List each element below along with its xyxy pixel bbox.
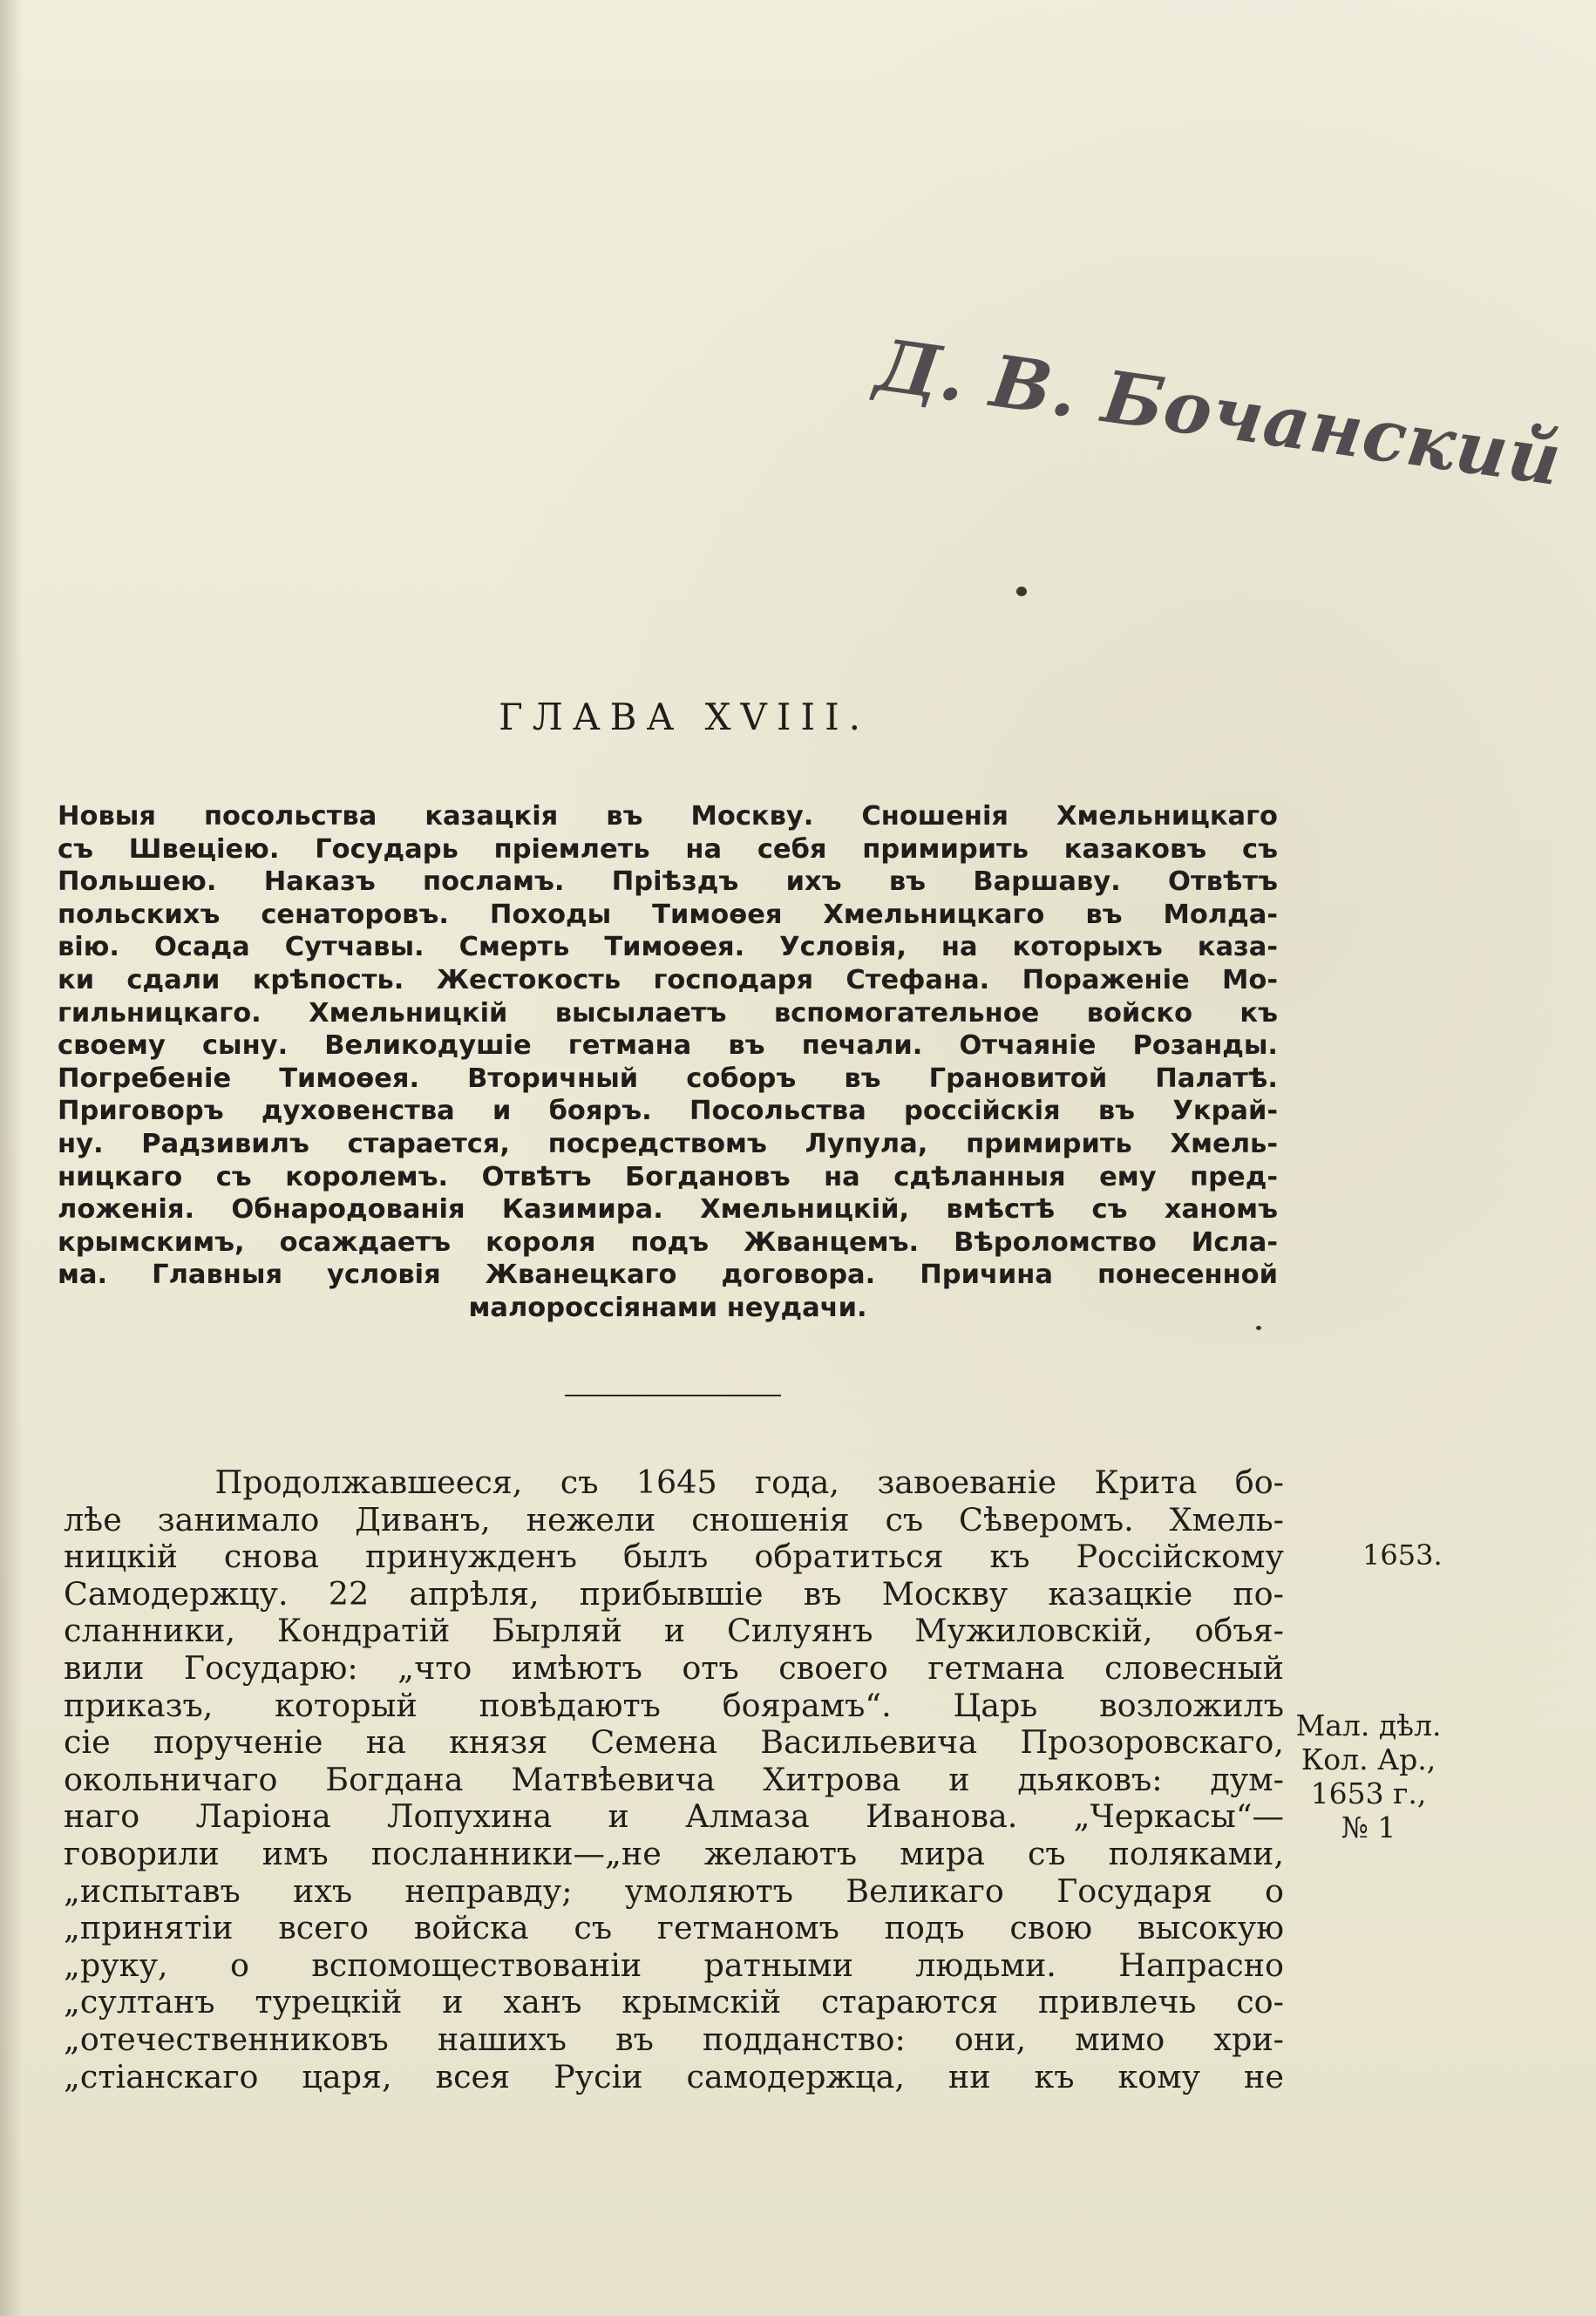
summary-line: Новыя посольства казацкія въ Москву. Сношенія Хмельницкаго <box>58 801 1278 832</box>
chapter-summary <box>58 800 1278 1325</box>
margin-note-line: 1653 г., <box>1310 1776 1427 1810</box>
summary-line: съ Швеціею. Государь пріемлеть на себя примирить казаковъ съ <box>58 833 1278 865</box>
body-line: „стіанскаго царя, всея Русіи самодержца, ни къ кому не <box>64 2057 1284 2095</box>
margin-note-line: Кол. Ар., <box>1301 1742 1436 1776</box>
summary-line: ма. Главныя условія Жванецкаго договора. Причина понесенной <box>58 1260 1278 1291</box>
summary-last-line: малороссіянами неудачи. <box>468 1292 867 1323</box>
summary-line: польскихъ сенаторовъ. Походы Тимоѳея Хмельницкаго въ Молда- <box>58 899 1278 930</box>
body-line: наго Ларіона Лопухина и Алмаза Иванова. „Черкасы“— <box>64 1797 1284 1836</box>
summary-line: своему сыну. Великодушіе гетмана въ печали. Отчаяніе Розанды. <box>58 1030 1278 1062</box>
summary-line: ложенія. Обнародованія Казимира. Хмельницкій, вмѣстѣ съ ханомъ <box>58 1194 1278 1226</box>
body-line: говорили имъ посланники—„не желаютъ мира съ поляками, <box>64 1834 1284 1872</box>
body-line: „отечественниковъ нашихъ въ подданство: они, мимо хри- <box>64 2020 1284 2058</box>
summary-line: вію. Осада Сутчавы. Смерть Тимоѳея. Условія, на которыхъ каза- <box>58 932 1278 963</box>
summary-line: Польшею. Наказъ посламъ. Пріѣздъ ихъ въ Варшаву. Отвѣтъ <box>58 866 1278 898</box>
body-line: ницкій снова принужденъ былъ обратиться къ Россійскому <box>64 1538 1284 1576</box>
summary-line: ну. Радзивилъ старается, посредствомъ Лупула, примирить Хмель- <box>58 1128 1278 1159</box>
body-line: вили Государю: „что имѣютъ отъ своего гетмана словесный <box>64 1648 1284 1687</box>
body-line: лѣе занимало Диванъ, нежели сношенія съ Сѣверомъ. Хмель- <box>64 1500 1284 1538</box>
body-text <box>64 1464 1284 2095</box>
summary-line: крымскимъ, осаждаетъ короля подъ Жванцемъ. Вѣроломство Исла- <box>58 1226 1278 1258</box>
body-line: Продолжавшееся, съ 1645 года, завоеваніе Крита бо- <box>64 1464 1284 1501</box>
body-line: сіе порученіе на князя Семена Васильевича Прозоровскаго, <box>64 1723 1284 1762</box>
body-line: „руку, о вспомоществованіи ратными людьми. Напрасно <box>64 1946 1284 1984</box>
chapter-title: ГЛАВА XVIII. <box>498 696 871 738</box>
summary-line: Приговоръ духовенства и бояръ. Посольства россійскія въ Украй- <box>58 1096 1278 1127</box>
body-line: „принятіи всего войска съ гетманомъ подъ свою высокую <box>64 1909 1284 1947</box>
summary-line: Погребеніе Тимоѳея. Вторичный соборъ въ Грановитой Палатѣ. <box>58 1063 1278 1094</box>
summary-line: ки сдали крѣпость. Жестокость господаря Стефана. Пораженіе Мо- <box>58 964 1278 995</box>
summary-line: ницкаго съ королемъ. Отвѣтъ Богдановъ на сдѣланныя ему пред- <box>58 1161 1278 1192</box>
summary-line: гильницкаго. Хмельницкій высылаетъ вспомогательное войско къ <box>58 997 1278 1029</box>
margin-note-line: Мал. дѣл. <box>1295 1708 1442 1742</box>
margin-year: 1653. <box>1362 1538 1443 1572</box>
margin-note-line: № 1 <box>1341 1810 1396 1844</box>
body-line: „султанъ турецкій и ханъ крымскій стараются привлечь со- <box>64 1983 1284 2021</box>
owner-stamp: Д. В. Бочанский <box>871 323 1567 503</box>
body-line: приказъ, который повѣдаютъ боярамъ“. Царь возложилъ <box>64 1686 1284 1724</box>
margin-source-note <box>1281 1708 1456 1844</box>
body-line: сланники, Кондратій Бырляй и Силуянъ Мужиловскій, объя- <box>64 1612 1284 1650</box>
section-divider <box>565 1395 781 1396</box>
body-line: „испытавъ ихъ неправду; умоляютъ Великаго Государя о <box>64 1871 1284 1910</box>
ink-speck <box>1256 1326 1261 1330</box>
ink-speck <box>1016 587 1027 596</box>
body-line: Самодержцу. 22 апрѣля, прибывшіе въ Москву казацкіе по- <box>64 1574 1284 1613</box>
body-line: окольничаго Богдана Матвѣевича Хитрова и дьяковъ: дум- <box>64 1760 1284 1798</box>
